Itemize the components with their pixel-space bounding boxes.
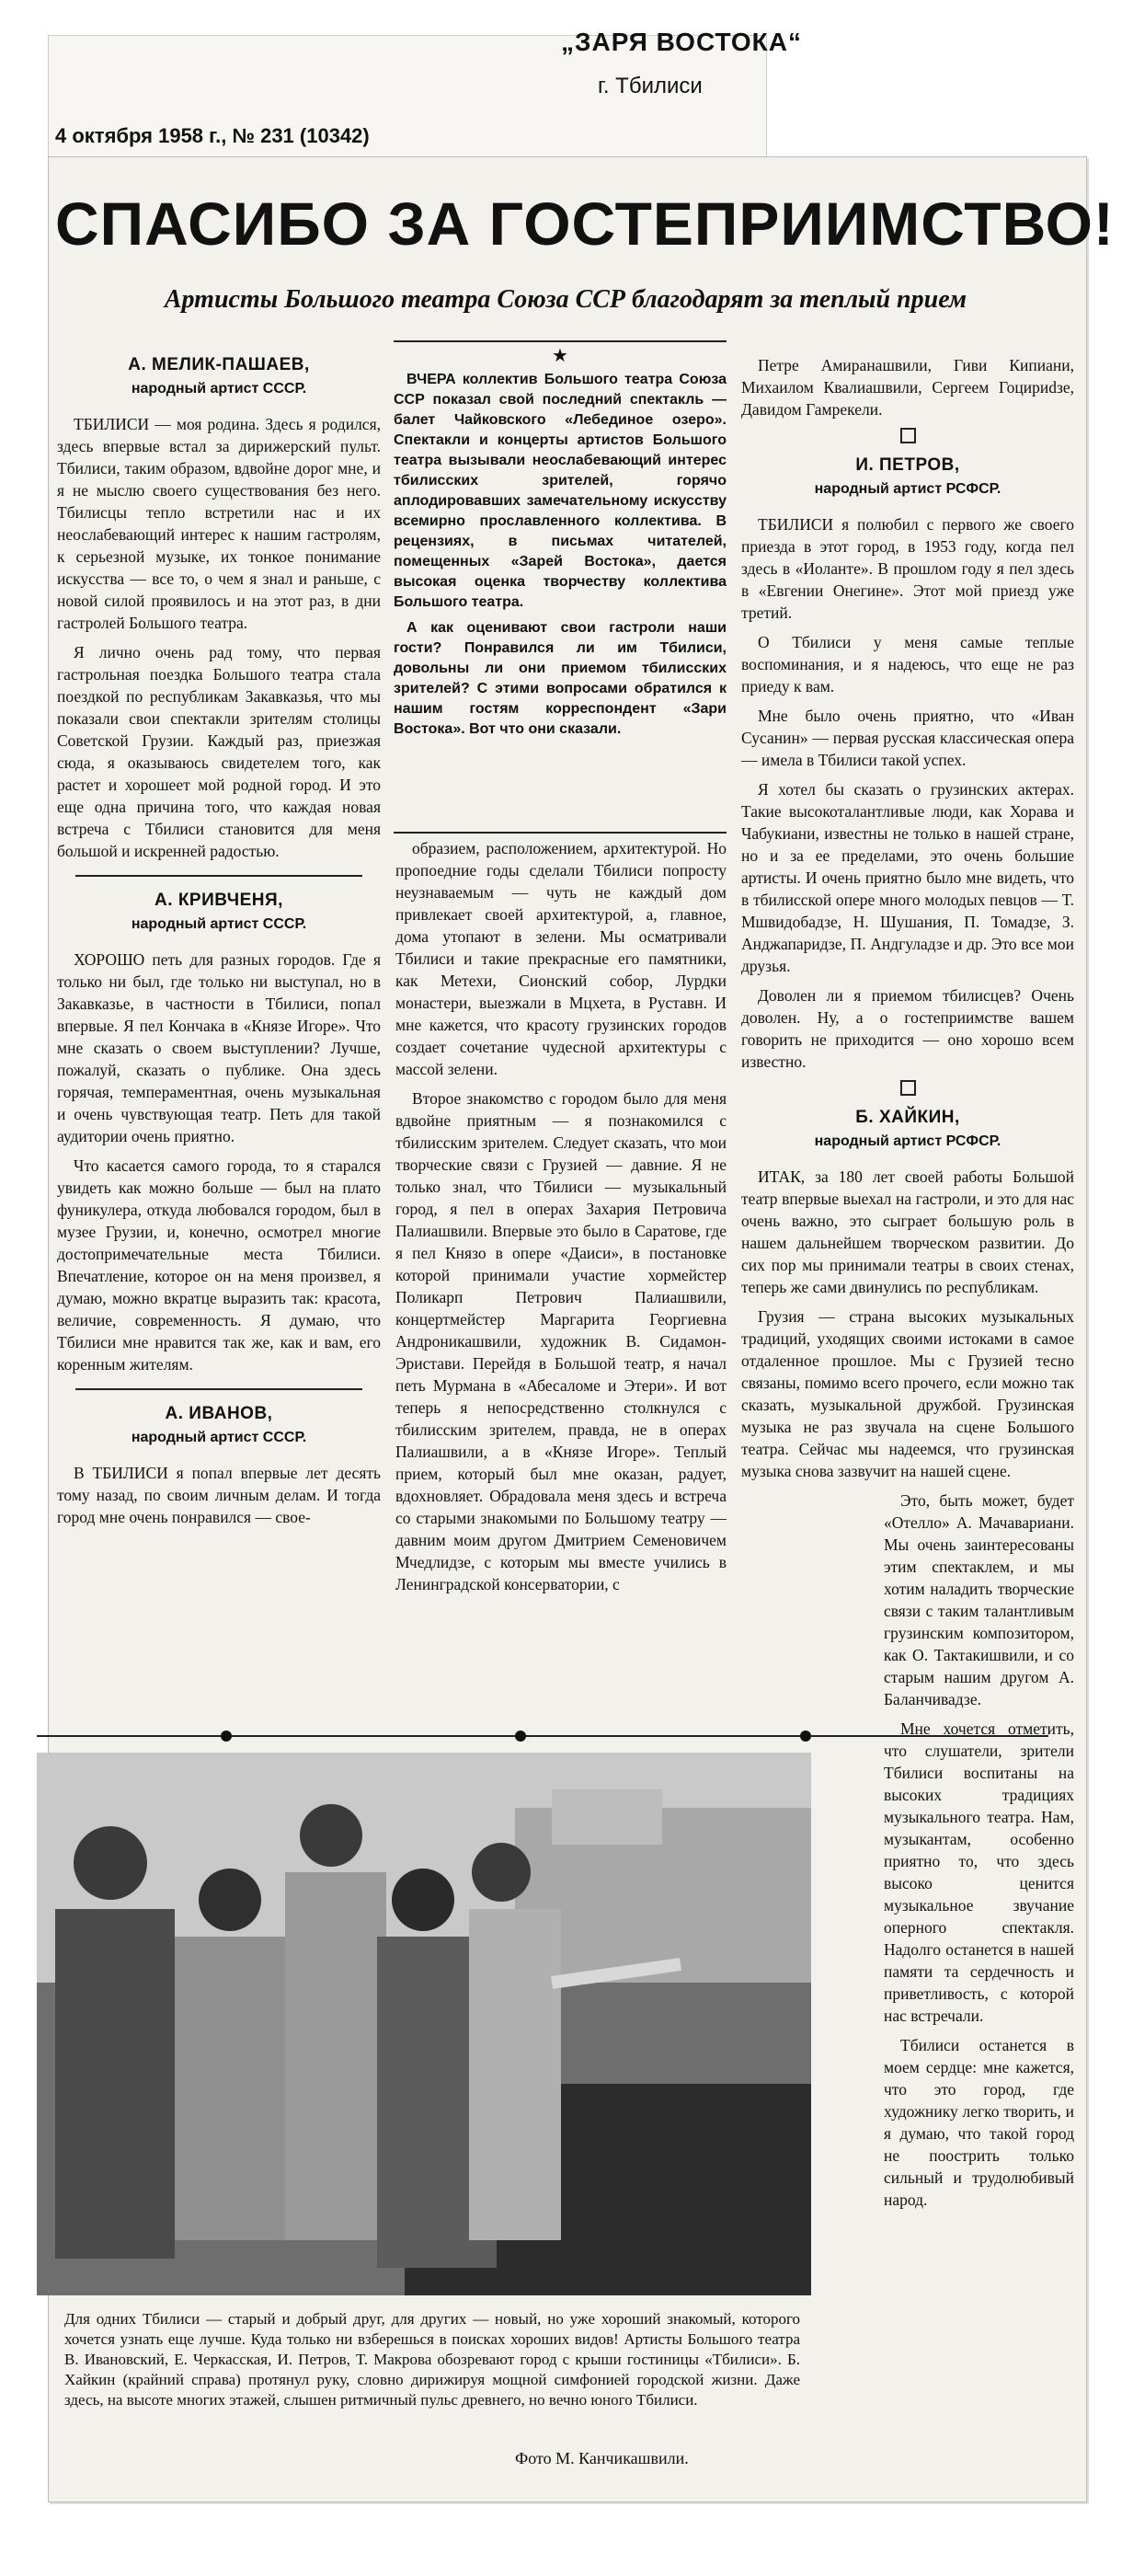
photo-wrap-text	[884, 1489, 1074, 2211]
headline: СПАСИБО ЗА ГОСТЕПРИИМСТВО!	[55, 190, 1115, 258]
author-name: И. ПЕТРОВ,	[855, 455, 960, 475]
article-paragraph: Я лично очень рад тому, что первая гастрольная поездка Большого театра стала поездкой по республикам Закавказья, что мы показали свои спектакли зрителям столицы Советской Грузии. Каждый раз, приезжая сюда, я оказываюсь свидетелем того, как растет и хорошеет мой родной город. И это еще одна причина того, что каждая новая встреча с Тбилиси становится для меня большой и искренней радостью.	[57, 643, 381, 860]
article-paragraph: ИТАК, за 180 лет своей работы Большой театр впервые выехал на гастроли, и это для нас очень важно, это сыграет большую роль в нашем дальнейшем творческом развитии. До сих пор мы принимали театры в своих стенах, теперь же сами двинулись по республикам.	[741, 1167, 1074, 1296]
subheadline: Артисты Большого театра Союза ССР благодарят за теплый прием	[164, 285, 967, 314]
left-column	[57, 354, 381, 1725]
section-square-icon	[900, 1080, 916, 1096]
intro-paragraph: ВЧЕРА коллектив Большого театра Союза ССР показал свой последний спектакль — балет Чайковского «Лебединое озеро». Спектакли и концерты артистов Большого театра вызывали неослабевающий интерес тбилисских зрителей, горячо аплодировавших замечательному искусству всемирно прославленного коллектива. В рецензиях, в письмах читателей, помещенных «Зарей Востока», дается высокая оценка творчеству коллектива Большого театра.	[394, 372, 727, 610]
author-rank: народный артист СССР.	[131, 916, 307, 932]
article-paragraph: Тбилиси останется в моем сердце: мне кажется, что это город, где художнику легко творить, и я думаю, что такой город не поострить только сильный и трудолюбивый народ.	[884, 2036, 1074, 2209]
newspaper-city: г. Тбилиси	[598, 74, 703, 98]
photo-caption: Для одних Тбилиси — старый и добрый друг, для других — новый, но уже хороший знакомый, которого хочется узнать еще лучше. Куда только ни взберешься в поисках хороших видов! Артисты Большого театра В. Ивановский, Е. Черкасская, И. Петров, Т. Макрова обозревают город с крыши гостиницы «Тбилиси». Б. Хайкин (крайний справа) протянул руку, словно дирижируя мощной симфонией городской жизни. Даже здесь, на высоте многих этажей, слышен ритмичный пульс древнего, но вечно юного Тбилиси.	[64, 2310, 800, 2409]
article-paragraph: О Тбилиси у меня самые теплые воспоминания, и я надеюсь, что еще не раз приеду к вам.	[741, 633, 1074, 696]
intro-paragraph: А как оценивают свои гастроли наши гости? Понравился ли им Тбилиси, довольны ли они приемом тбилисских зрителей? С этими вопросами обратился к нашим гостям корреспондент «Зари Востока». Вот что они сказали.	[394, 620, 727, 737]
article-paragraph: Петре Амиранашвили, Гиви Кипиани, Михаилом Квалиашвили, Сергеем Гоцириdзе, Давидом Гамрекели.	[741, 356, 1074, 419]
star-icon: ★	[552, 346, 568, 366]
divider	[75, 1388, 362, 1390]
article-paragraph: Грузия — страна высоких музыкальных традиций, уходящих своими истоками в самое отдаленное прошлое. Мы с Грузией тесно связаны, помимо всего прочего, если можно так сказать, музыкальной дружбой. Грузинская музыка не раз звучала на сцене Большого театра. Сейчас мы надеемся, что грузинская музыка снова зазвучит на нашей сцене.	[741, 1307, 1074, 1480]
author-name: А. МЕЛИК-ПАШАЕВ,	[128, 355, 310, 374]
article-paragraph: ТБИЛИСИ — моя родина. Здесь я родился, здесь впервые встал за дирижерский пульт. Тбилиси, таким образом, вдвойне дорог мне, и я не мыслю своего существования без него. Тбилисцы тепло встретили нас и их неослабевающий интерес к нашим гастролям, к серьезной музыке, их тонкое понимание искусства — все то, о чем я знал и раньше, с новой силой проявилось и на этот раз, в дни гастролей Большого театра.	[57, 415, 381, 632]
article-paragraph: Второе знакомство с городом было для меня вдвойне приятным — я познакомился с тбилисским зрителем. Следует сказать, что мои творческие связи с Грузией — давние. Я не только знал, что Тбилиси — музыкальный город, я пел в операх Захария Петровича Палиашвили. Впервые это было в Саратове, где я пел Князо в опере «Даиси», в постановке которой принимали участие хормейстер Поликарп Петрович Палиашвили, концертмейстер Маргарита Георгиевна Андроникашвили, художник В. Сидамон-Эристави. Перейдя в Большой театр, я начал петь Мурмана в «Абесаломе и Этери». И вот теперь я непосредственно столкнулся с тбилисским зрителем, правда, не в операх Палиашвили, а в «Князе Игоре». Теплый прием, который был мне оказан, радует, вдохновляет. Обрадовала меня здесь и встреча со старыми знакомыми по Большому театру — давним моим другом Дмитрием Семеновичем Мчедлидзе, с которым мы вместе учились в Ленинградской консерватории, с	[395, 1089, 727, 1593]
article-paragraph: образием, расположением, архитектурой. Но пропоедние годы сделали Тбилиси попросту неузнаваемым — чуть не каждый дом привлекает своей архитектурой, а, главное, дома утопают в зелени. Мы осматривали Тбилиси и такие прекрасные его памятники, как Метехи, Сионский собор, Лурдки монастери, выезжали в Мцхета, в Руставн. И мне кажется, что красоту грузинских городов создает сочетание чудесной архитектуры с массой зелени.	[395, 839, 727, 1078]
editorial-intro-box	[394, 340, 727, 834]
author-name: А. ИВАНОВ,	[165, 1404, 273, 1423]
bullet-dot-icon	[515, 1731, 526, 1742]
article-paragraph: Доволен ли я приемом тбилисцев? Очень доволен. Ну, а о гостеприимстве вашем говорить не приходится — оно хорошо всем известно.	[741, 986, 1074, 1071]
author-name: А. КРИВЧЕНЯ,	[154, 891, 283, 910]
article-paragraph: Мне было очень приятно, что «Иван Сусанин» — первая русская классическая опера — имела в Тбилиси такой успех.	[741, 707, 1074, 769]
issue-date: 4 октября 1958 г., № 231 (10342)	[55, 124, 370, 147]
author-rank: народный артист СССР.	[131, 1430, 307, 1445]
photo-credit: Фото М. Канчикашвили.	[515, 2449, 689, 2467]
author-rank: народный артист СССР.	[131, 381, 307, 397]
article-paragraph: Мне хочется отметить, что слушатели, зрители Тбилиси воспитаны на высоких традициях музыкального театра. Нам, музыкантам, особенно приятно то, что здесь высоко ценится музыкальное звучание оперного спектакля. Надолго останется в нашей памяти та сердечность и приветливость, с которой нас встречали.	[884, 1719, 1074, 2025]
newspaper-name: „ЗАРЯ ВОСТОКА“	[561, 28, 802, 56]
article-paragraph: Что касается самого города, то я старался увидеть как можно больше — был на плато фуникулера, откуда любовался городом, был в музее Грузии, и, конечно, осмотрел многие достопримечательные места Тбилиси. Впечатление, которое он на меня произвел, я думаю, можно вкратце выразить так: красота, величие, современность. Я думаю, что Тбилиси мне нравится так же, как и вам, его коренным жителям.	[57, 1156, 381, 1374]
article-paragraph: В ТБИЛИСИ я попал впервые лет десять тому назад, по своим личным делам. И тогда город мне очень понравился — свое-	[57, 1464, 381, 1526]
article-paragraph: ТБИЛИСИ я полюбил с первого же своего приезда в этот город, в 1953 году, когда пел здесь в «Иоланте». В прошлом году я пел здесь в «Евгении Онегине». Этот мой приезд уже третий.	[741, 515, 1074, 622]
divider	[75, 875, 362, 877]
article-paragraph: Я хотел бы сказать о грузинских актерах. Такие высокоталантливые люди, как Хорава и Чабукиани, известны не только в нашей стране, но и за ее пределами, это очень большие артисты. И очень приятно было мне видеть, что в тбилисской опере много молодых певцов — Т. Мшвидобадзе, Н. Шушания, П. Томадзе, З. Анджапаридзе, П. Андгуладзе и др. Это все мои друзья.	[741, 780, 1074, 975]
author-rank: народный артист РСФСР.	[814, 481, 1001, 497]
bullet-dot-icon	[221, 1731, 232, 1742]
author-name: Б. ХАЙКИН,	[855, 1108, 960, 1127]
article-paragraph: Это, быть может, будет «Отелло» А. Мачавариани. Мы очень заинтересованы этим спектаклем, и мы хотим наладить творческие связи с таким талантливым грузинским композитором, как О. Тактакишвили, и со старым нашим другом А. Баланчивадзе.	[884, 1491, 1074, 1708]
article-paragraph: ХОРОШО петь для разных городов. Где я только ни был, где только ни выступал, но в Закавказье, в частности в Тбилиси, попал впервые. Я пел Кончака в «Князе Игоре». Что мне сказать о своем выступлении? Лучше, пожалуй, сказать о публике. Она здесь горячая, темпераментная, очень музыкальная и очень чувствующая театр. Петь для такой аудитории очень приятно.	[57, 950, 381, 1145]
author-rank: народный артист РСФСР.	[814, 1133, 1001, 1149]
photo-illustration	[37, 1753, 811, 2295]
news-photo	[37, 1753, 811, 2295]
middle-column	[395, 837, 727, 1725]
bullet-dot-icon	[800, 1731, 811, 1742]
section-square-icon	[900, 428, 916, 443]
section-rule	[37, 1735, 1048, 1737]
